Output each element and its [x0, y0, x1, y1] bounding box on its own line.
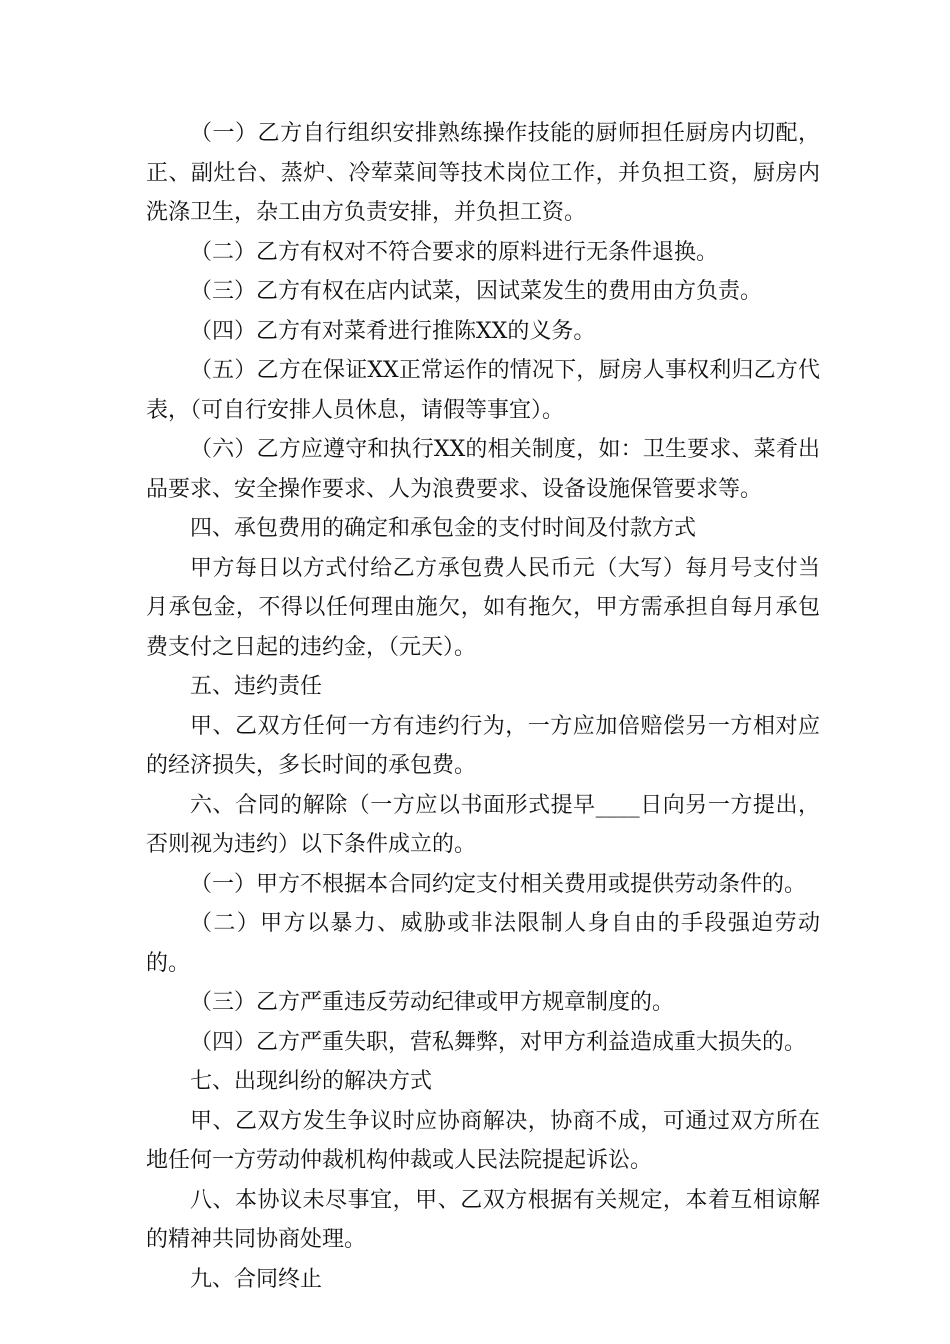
paragraph-clause-5: （五）乙方在保证XX正常运作的情况下，厨房人事权利归乙方代表，（可自行安排人员休息，请假等事宜）。: [146, 358, 820, 423]
paragraph-termination-4: （四）乙方严重失职，营私舞弊，对甲方利益造成重大损失的。: [190, 1029, 807, 1055]
paragraph-clause-1: （一）乙方自行组织安排熟练操作技能的厨师担任厨房内切配，正、副灶台、蒸炉、冷荤菜间等技术岗位工作，并负担工资，厨房内洗涤卫生，杂工由方负责安排，并负担工资。: [146, 121, 820, 225]
section-heading-9: 九、合同终止: [190, 1266, 323, 1292]
document-body: [146, 114, 820, 1299]
paragraph-clause-3: （三）乙方有权在店内试菜，因试菜发生的费用由方负责。: [190, 279, 763, 304]
section-heading-7: 七、出现纠纷的解决方式: [190, 1069, 433, 1094]
section-heading-4: 四、承包费用的确定和承包金的支付时间及付款方式: [190, 516, 697, 541]
paragraph-termination-2: （二）甲方以暴力、威胁或非法限制人身自由的手段强迫劳动的。: [146, 911, 820, 976]
section-heading-6: 六、合同的解除（一方应以书面形式提早____日向另一方提出，否则视为违约）以下条件成立的。: [146, 792, 820, 857]
paragraph-payment: 甲方每日以方式付给乙方承包费人民币元（大写）每月号支付当月承包金，不得以任何理由施欠，如有拖欠，甲方需承担自每月承包费支付之日起的违约金，（元天）。: [146, 555, 820, 660]
paragraph-clause-2: （二）乙方有权对不符合要求的原料进行无条件退换。: [190, 239, 719, 265]
paragraph-termination-3: （三）乙方严重违反劳动纪律或甲方规章制度的。: [190, 990, 675, 1015]
paragraph-clause-6: （六）乙方应遵守和执行XX的相关制度，如：卫生要求、菜肴出品要求、安全操作要求、人为浪费要求、设备设施保管要求等。: [146, 437, 820, 502]
paragraph-termination-1: （一）甲方不根据本合同约定支付相关费用或提供劳动条件的。: [190, 871, 807, 897]
paragraph-dispute: 甲、乙双方发生争议时应协商解决，协商不成，可通过双方所在地任何一方劳动仲裁机构仲裁或人民法院提起诉讼。: [146, 1108, 820, 1173]
section-heading-8: 八、本协议未尽事宜，甲、乙双方根据有关规定，本着互相谅解的精神共同协商处理。: [146, 1187, 820, 1252]
paragraph-clause-4: （四）乙方有对菜肴进行推陈XX的义务。: [190, 318, 596, 344]
paragraph-liability: 甲、乙双方任何一方有违约行为，一方应加倍赔偿另一方相对应的经济损失，多长时间的承包费。: [146, 713, 820, 778]
section-heading-5: 五、违约责任: [190, 674, 323, 699]
